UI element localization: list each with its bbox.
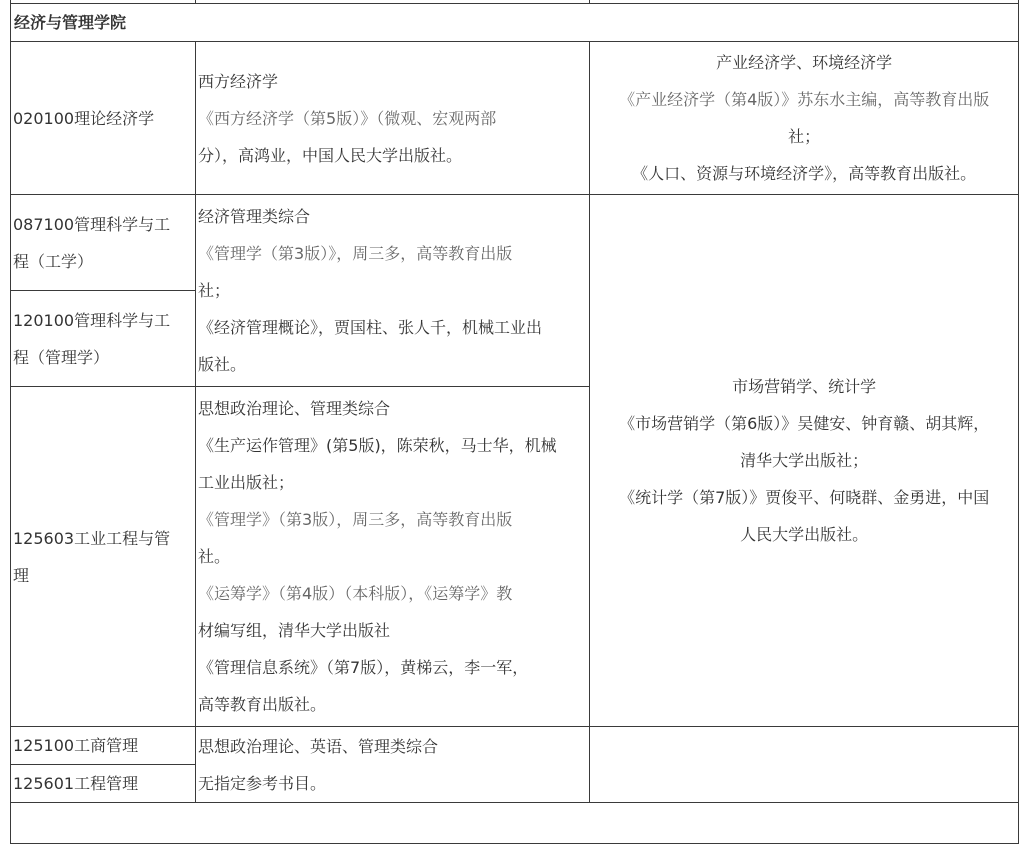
section-title: 经济与管理学院 (11, 4, 1019, 42)
reference-book-line: 分），高鸿业，中国人民大学出版社。 (198, 145, 463, 165)
exam-subject-cell (196, 727, 590, 803)
reference-books-table (10, 0, 1019, 844)
major-code: 020100理论经济学 (13, 108, 155, 128)
reference-book-note: 无指定参考书目。 (198, 773, 327, 793)
exam-subject-title: 西方经济学 (198, 71, 279, 91)
table-row (11, 803, 1019, 844)
reference-book-line: 高等教育出版社。 (198, 695, 327, 714)
exam-subject-cell (196, 42, 590, 195)
major-code-cell (11, 291, 196, 387)
major-code: 087100管理科学与工 (13, 214, 171, 234)
exam-subject-cell (196, 387, 590, 727)
reference-book-line: 清华大学出版社； (740, 451, 869, 470)
reference-book-line: 《管理信息系统》（第7版），黄梯云，李一军， (198, 658, 529, 677)
major-code-cell (11, 42, 196, 195)
major-code-cell (11, 727, 196, 765)
exam-subject-title: 经济管理类综合 (198, 207, 311, 226)
table-row (11, 195, 1019, 291)
reference-book-line: 《管理学》（第3版），周三多，高等教育出版 (198, 510, 513, 529)
major-code-cell (11, 765, 196, 803)
reference-book-line: 《经济管理概论》，贾国柱、张人千，机械工业出 (198, 318, 543, 337)
reference-book-line: 《人口、资源与环境经济学》，高等教育出版社。 (632, 164, 977, 183)
major-code: 120100管理科学与工 (13, 310, 171, 330)
reference-book-line: 《西方经济学（第5版）》（微观、宏观两部 (198, 108, 497, 128)
major-code-cell (11, 195, 196, 291)
reference-book-line: 版社。 (198, 355, 247, 374)
reference-book-line: 工业出版社； (198, 473, 295, 492)
exam-subject-cell (196, 195, 590, 387)
retest-subject-cell (590, 42, 1019, 195)
major-code: 125100工商管理 (13, 736, 139, 755)
reference-book-line: 社； (788, 127, 821, 146)
table-row (11, 42, 1019, 195)
major-code: 理 (13, 565, 30, 585)
major-code: 程（工学） (13, 251, 94, 271)
major-code: 125601工程管理 (13, 774, 139, 793)
reference-book-line: 《统计学（第7版）》贾俊平、何晓群、金勇进，中国 (619, 488, 990, 507)
retest-subject-title: 产业经济学、环境经济学 (716, 53, 893, 72)
major-code-cell (11, 387, 196, 727)
reference-book-line: 《市场营销学（第6版）》吴健安、钟育赣、胡其辉， (619, 414, 990, 433)
retest-subject-cell (590, 195, 1019, 727)
reference-book-line: 《管理学（第3版）》，周三多，高等教育出版 (198, 244, 513, 263)
retest-subject-cell (590, 727, 1019, 803)
exam-subject-title: 思想政治理论、管理类综合 (198, 399, 391, 418)
reference-book-line: 《产业经济学（第4版）》苏东水主编，高等教育出版 (619, 90, 990, 109)
section-header-row (11, 4, 1019, 42)
reference-book-line: 人民大学出版社。 (740, 525, 869, 544)
reference-book-line: 材编写组，清华大学出版社 (198, 621, 391, 640)
table-row (11, 727, 1019, 765)
reference-book-line: 《运筹学》（第4版）（本科版），《运筹学》教 (198, 584, 513, 603)
reference-book-line: 《生产运作管理》(第5版)，陈荣秋，马士华，机械 (198, 436, 557, 455)
major-code: 125603工业工程与管 (13, 528, 171, 548)
reference-book-line: 社。 (198, 547, 231, 566)
reference-book-line: 社； (198, 281, 231, 300)
table-cell (11, 803, 1019, 844)
retest-subject-title: 市场营销学、统计学 (732, 377, 877, 396)
exam-subject-title: 思想政治理论、英语、管理类综合 (198, 736, 439, 756)
major-code: 程（管理学） (13, 347, 110, 367)
